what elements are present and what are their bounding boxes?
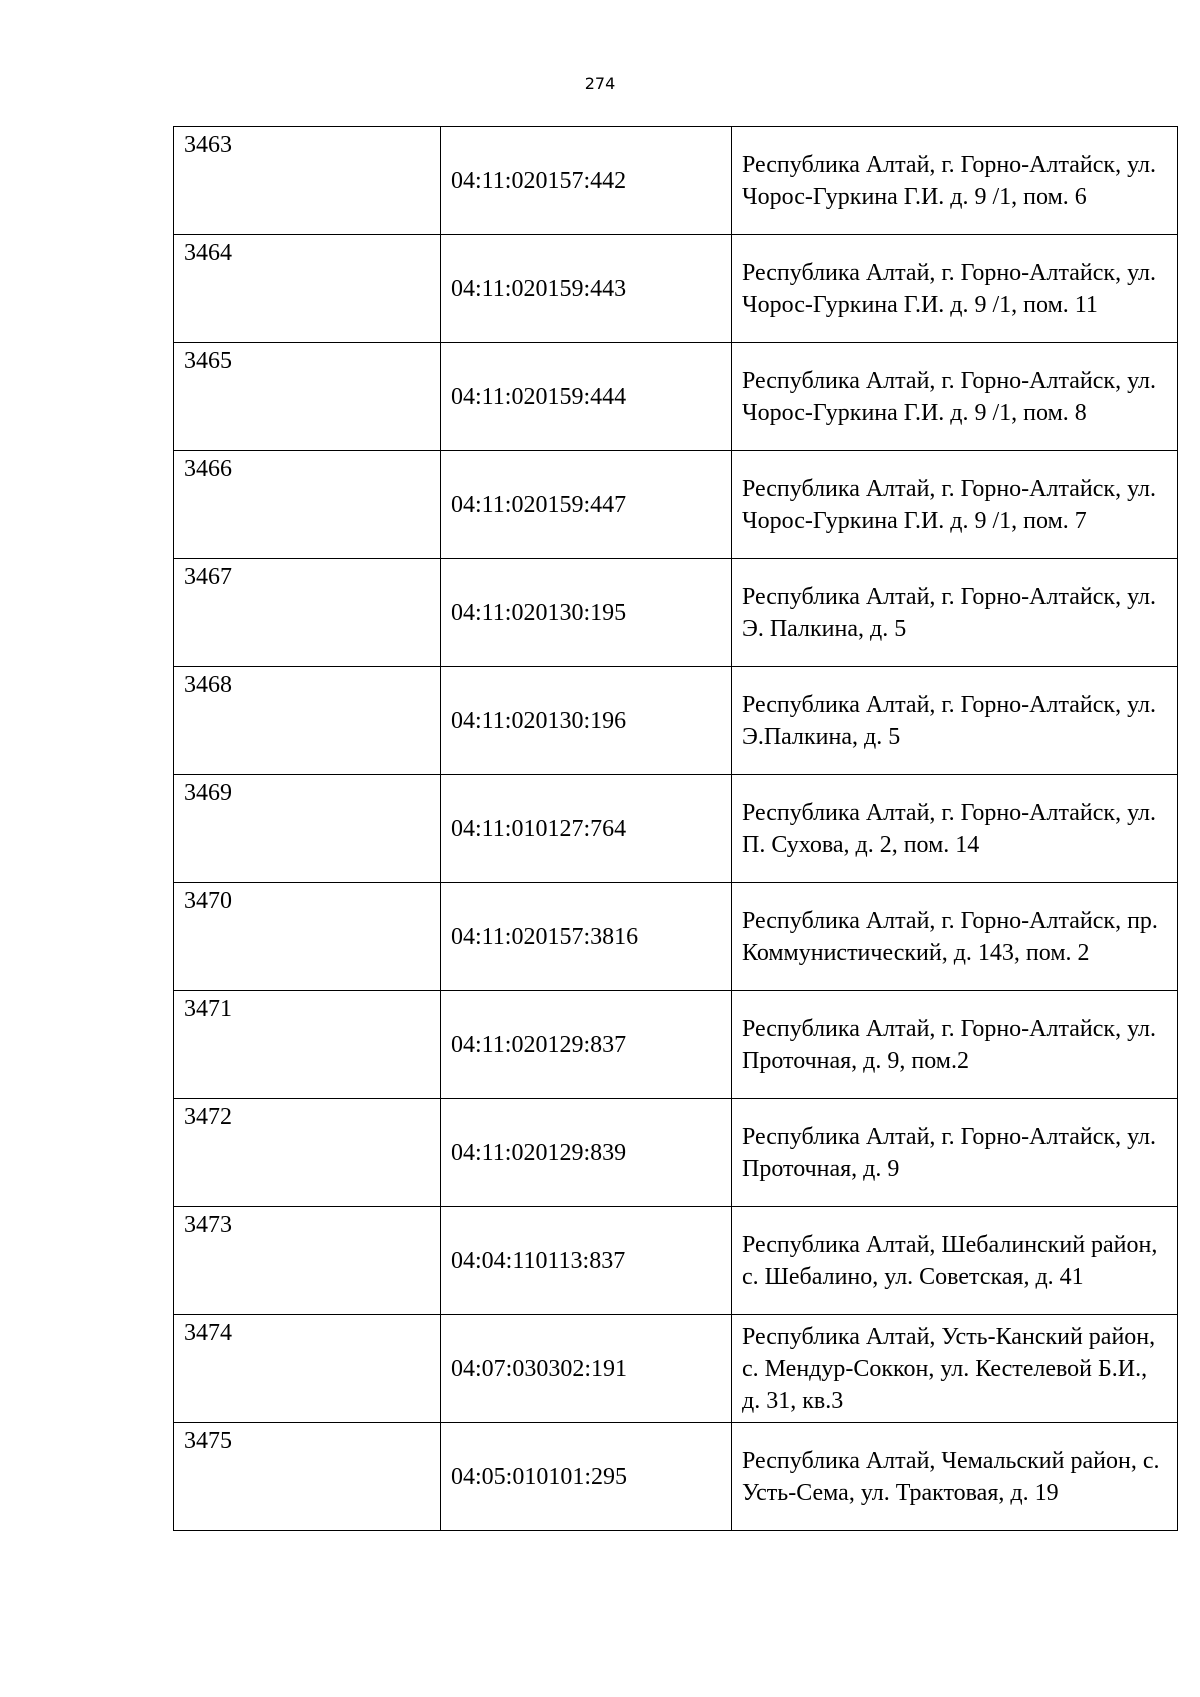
row-number: 3467 [174,559,441,667]
table-row [174,775,1178,883]
row-number: 3465 [174,343,441,451]
row-number: 3475 [174,1423,441,1531]
row-number: 3472 [174,1099,441,1207]
table-row [174,451,1178,559]
table-row [174,1207,1178,1315]
table-row [174,235,1178,343]
table-row [174,991,1178,1099]
row-number: 3470 [174,883,441,991]
address: Республика Алтай, г. Горно-Алтайск, ул. Проточная, д. 9 [732,1099,1178,1207]
table-row [174,559,1178,667]
table-row [174,667,1178,775]
cadastral-number: 04:07:030302:191 [441,1315,732,1423]
address: Республика Алтай, г. Горно-Алтайск, ул. Чорос-Гуркина Г.И. д. 9 /1, пом. 8 [732,343,1178,451]
address: Республика Алтай, г. Горно-Алтайск, ул. Э. Палкина, д. 5 [732,559,1178,667]
address: Республика Алтай, Шебалинский район, с. Шебалино, ул. Советская, д. 41 [732,1207,1178,1315]
cadastral-number: 04:11:010127:764 [441,775,732,883]
cadastral-number: 04:11:020159:447 [441,451,732,559]
address: Республика Алтай, г. Горно-Алтайск, ул. Проточная, д. 9, пом.2 [732,991,1178,1099]
row-number: 3469 [174,775,441,883]
address: Республика Алтай, г. Горно-Алтайск, ул. Чорос-Гуркина Г.И. д. 9 /1, пом. 6 [732,127,1178,235]
table-row [174,343,1178,451]
cadastral-number: 04:11:020157:442 [441,127,732,235]
row-number: 3474 [174,1315,441,1423]
cadastral-number: 04:11:020130:196 [441,667,732,775]
cadastral-number: 04:11:020157:3816 [441,883,732,991]
table-row [174,1423,1178,1531]
table-row [174,883,1178,991]
address: Республика Алтай, г. Горно-Алтайск, ул. Чорос-Гуркина Г.И. д. 9 /1, пом. 11 [732,235,1178,343]
address: Республика Алтай, Чемальский район, с. Усть-Сема, ул. Трактовая, д. 19 [732,1423,1178,1531]
row-number: 3466 [174,451,441,559]
row-number: 3471 [174,991,441,1099]
table-row [174,127,1178,235]
row-number: 3473 [174,1207,441,1315]
row-number: 3464 [174,235,441,343]
property-registry-table [173,126,1178,1531]
cadastral-number: 04:04:110113:837 [441,1207,732,1315]
address: Республика Алтай, г. Горно-Алтайск, ул. П. Сухова, д. 2, пом. 14 [732,775,1178,883]
cadastral-number: 04:11:020130:195 [441,559,732,667]
cadastral-number: 04:11:020129:837 [441,991,732,1099]
row-number: 3468 [174,667,441,775]
address: Республика Алтай, г. Горно-Алтайск, ул. Чорос-Гуркина Г.И. д. 9 /1, пом. 7 [732,451,1178,559]
cadastral-number: 04:11:020129:839 [441,1099,732,1207]
cadastral-number: 04:11:020159:443 [441,235,732,343]
row-number: 3463 [174,127,441,235]
page-number: 274 [584,74,616,93]
table-row [174,1099,1178,1207]
cadastral-number: 04:11:020159:444 [441,343,732,451]
address: Республика Алтай, г. Горно-Алтайск, ул. Э.Палкина, д. 5 [732,667,1178,775]
table-row [174,1315,1178,1423]
address: Республика Алтай, г. Горно-Алтайск, пр. Коммунистический, д. 143, пом. 2 [732,883,1178,991]
cadastral-number: 04:05:010101:295 [441,1423,732,1531]
address: Республика Алтай, Усть-Канский район, с. Мендур-Соккон, ул. Кестелевой Б.И., д. 31, кв.3 [732,1315,1178,1423]
